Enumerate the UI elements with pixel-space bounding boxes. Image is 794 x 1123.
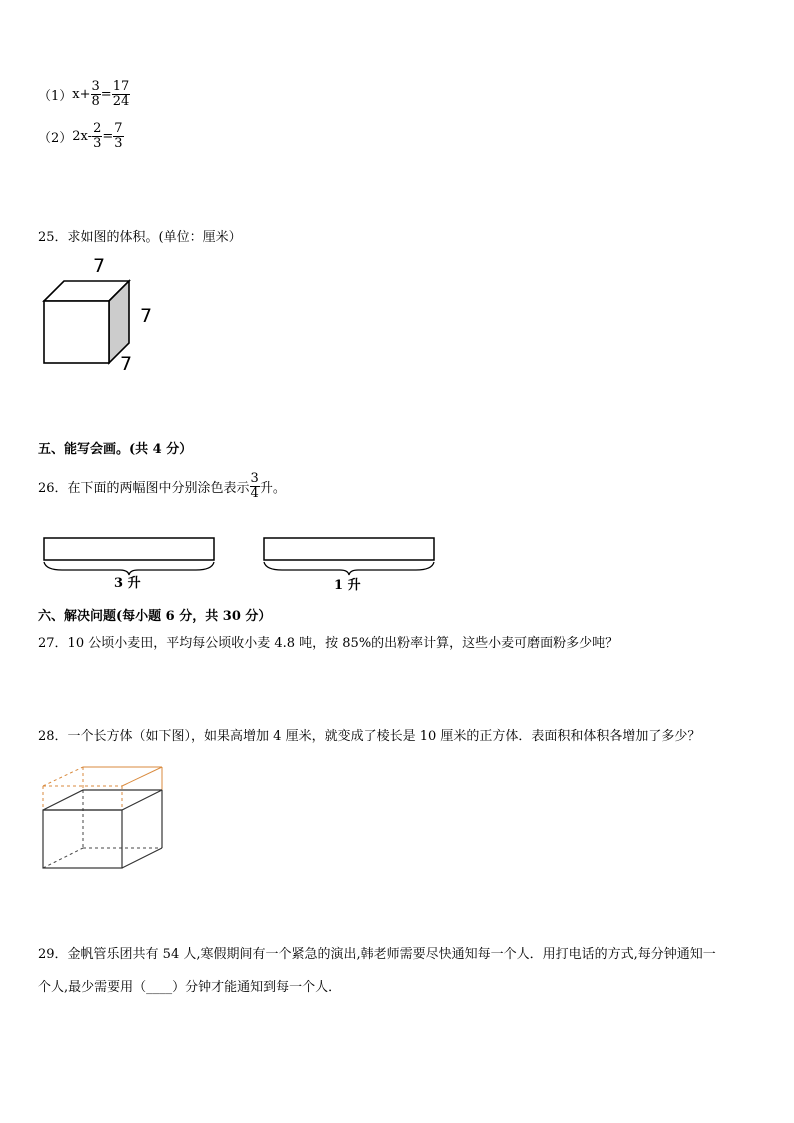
question-26-prefix: 26．在下面的两幅图中分别涂色表示 <box>38 481 250 496</box>
fraction: $\frac{17}{24}$ <box>112 79 130 109</box>
question-26 <box>38 472 286 501</box>
cube-bottom-label: 7 <box>120 353 133 375</box>
equation-label: （2） <box>38 131 73 146</box>
equation-lhs: 2x- <box>72 129 93 144</box>
fraction: $\frac{2}{3}$ <box>93 121 102 151</box>
question-25: 25．求如图的体积。(单位：厘米） <box>38 230 242 245</box>
question-26-suffix: 升。 <box>259 481 286 496</box>
cube-right-label: 7 <box>140 305 153 327</box>
cube-top-label: 7 <box>93 255 106 277</box>
bar-1-liter <box>262 536 438 596</box>
bar-3-liters-label: 3 升 <box>114 576 141 591</box>
question-27: 27．10 公顷小麦田，平均每公顷收小麦 4.8 吨，按 85%的出粉率计算，这些小麦可磨面粉多少吨？ <box>38 636 619 651</box>
question-29-line-1: 29．金帆管乐团共有 54 人,寒假期间有一个紧急的演出,韩老师需要尽快通知每一个人．用打电话的方式,每分钟通知一 <box>38 947 716 962</box>
question-28: 28．一个长方体（如下图），如果高增加 4 厘米，就变成了棱长是 10 厘米的正方体．表面积和体积各增加了多少？ <box>38 729 701 744</box>
fraction: $\frac{7}{3}$ <box>114 121 123 151</box>
fraction: $\frac{3}{4}$ <box>250 471 259 501</box>
bar-1-liter-label: 1 升 <box>334 578 361 593</box>
cuboid-drawing <box>40 764 168 872</box>
equals-sign: = <box>102 129 114 144</box>
equation-1 <box>38 80 130 109</box>
question-29-line-2: 个人,最少需要用（____）分钟才能通知到每一个人． <box>38 980 342 995</box>
cuboid-figure <box>40 764 168 872</box>
bar-3-liters <box>42 536 218 596</box>
bar-drawing <box>262 536 438 576</box>
cube-figure <box>40 255 165 375</box>
equation-2 <box>38 122 124 151</box>
equals-sign: = <box>100 87 112 102</box>
fraction: $\frac{3}{8}$ <box>91 79 100 109</box>
section-5-title: 五、能写会画。(共 4 分） <box>38 442 193 457</box>
bar-drawing <box>42 536 218 576</box>
equation-lhs: x+ <box>72 87 91 102</box>
equation-label: （1） <box>38 89 73 104</box>
section-6-title: 六、解决问题(每小题 6 分，共 30 分） <box>38 609 272 624</box>
